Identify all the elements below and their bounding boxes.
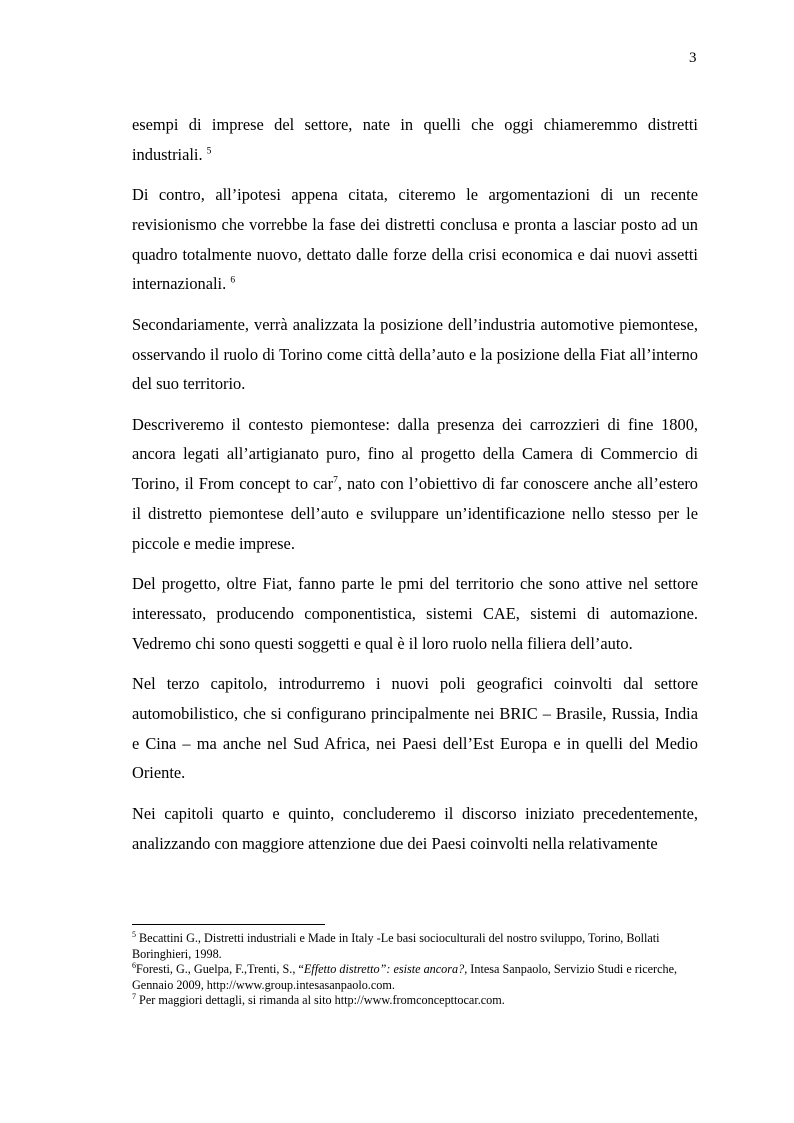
paragraph: Di contro, all’ipotesi appena citata, citeremo le argomentazioni di un recente revisionismo che vorrebbe la fase dei distretti conclusa e pronta a lasciar posto ad un quadro totalmente nuovo, dettato dalle forze della crisi economica e dai nuovi assetti internazionali. $^6$: [132, 185, 698, 294]
body-text: [132, 110, 698, 869]
paragraph: Nel terzo capitolo, introdurremo i nuovi poli geografici coinvolti dal settore automobilistico, che si configurano principalmente nei BRIC – Brasile, Russia, India e Cina – ma anche nel Sud Africa, nei Paesi dell’Est Europa e in quelli del Medio Oriente.: [132, 674, 698, 783]
paragraph: Nei capitoli quarto e quinto, concluderemo il discorso iniziato precedentemente, analizzando con maggiore attenzione due dei Paesi coinvolti nella relativamente: [132, 803, 698, 853]
footnote-ref: 7: [333, 475, 338, 486]
paragraph: Del progetto, oltre Fiat, fanno parte le pmi del territorio che sono attive nel settore interessato, producendo componentistica, sistemi CAE, sistemi di automazione. Vedremo chi sono questi soggetti e qual è il loro ruolo nella filiera dell’auto.: [132, 574, 698, 653]
paragraph: esempi di imprese del settore, nate in quelli che oggi chiameremmo distretti industriali. $^5$: [132, 115, 698, 164]
footnote: $^5$ Becattini G., Distretti industriali e Made in Italy -Le basi socioculturali del nostro sviluppo, Torino, Bollati Boringhieri, 1998.: [132, 929, 660, 961]
footnote-ref: 6: [230, 276, 236, 287]
paragraph: Descriveremo il contesto piemontese: dalla presenza dei carrozzieri di fine 1800, ancora legati all’artigianato puro, fino al progetto della Camera di Commercio di Torino, il From concept to car$^7$, nato con l’obiettivo di far conoscere anche all’estero il distretto piemontese dell’auto e sviluppare un’identificazione nello stesso per le piccole e medie imprese.: [132, 414, 699, 553]
footnotes: [132, 931, 698, 1009]
footnote: $^7$ Per maggiori dettagli, si rimanda al sito http://www.fromconcepttocar.com.: [132, 991, 505, 1007]
footnote-ref: 5: [206, 146, 212, 157]
footnote: $^6$Foresti, G., Guelpa, F.,Trenti, S., “Effetto distretto”: esiste ancora?, Intesa Sanpaolo, Servizio Studi e ricerche, Gennaio 2009, http://www.group.intesasanpaolo.com.: [132, 960, 678, 992]
footnote-separator: [132, 924, 325, 925]
paragraph: Secondariamente, verrà analizzata la posizione dell’industria automotive piemontese, osservando il ruolo di Torino come città della’auto e la posizione della Fiat all’interno del suo territorio.: [132, 314, 698, 394]
page-number: 3: [689, 50, 697, 66]
